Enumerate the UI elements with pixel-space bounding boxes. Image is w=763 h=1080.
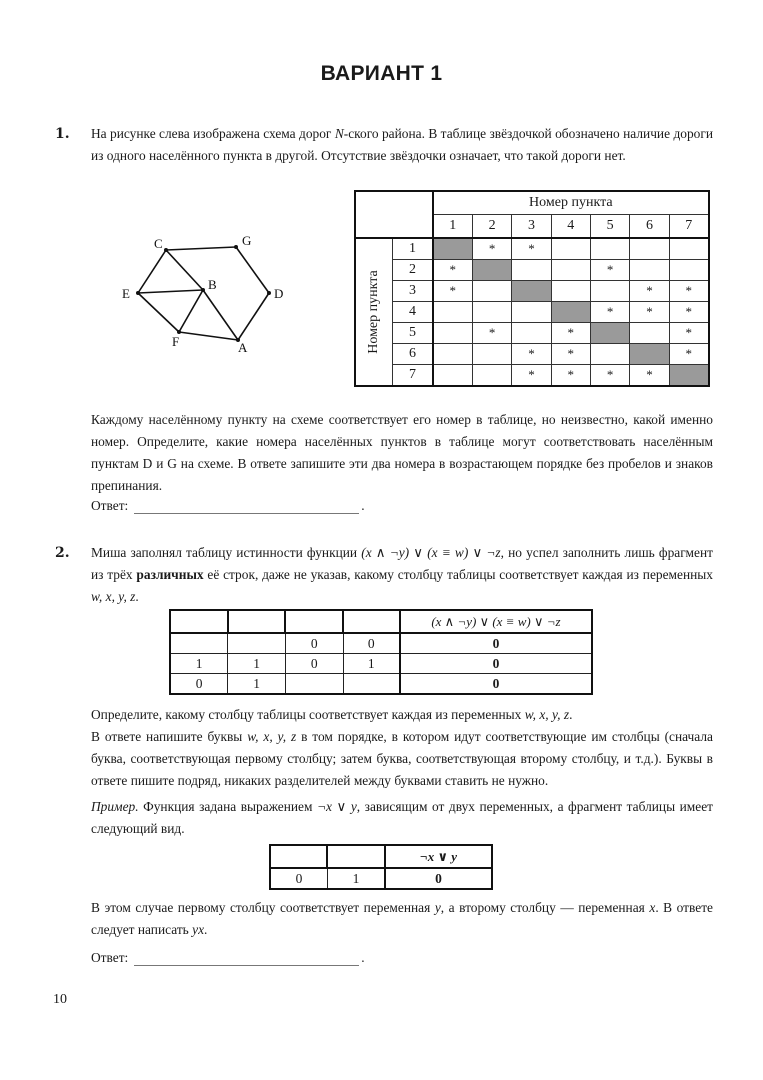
task-1-intro: На рисунке слева изображена схема дорог N-ского района. В таблице звёздочкой обозначено наличие дороги из одного населённого пункта в другой. Отсутствие звёздочки означает, что такой дороги нет. (91, 126, 714, 163)
variable-column-header (327, 845, 384, 868)
variable-column-header (285, 610, 343, 633)
table-cell (669, 238, 709, 260)
table-cell (472, 302, 511, 323)
table-cell: * (472, 323, 511, 344)
diagonal-cell (630, 344, 669, 365)
task-2-answer-field[interactable] (134, 951, 359, 966)
road-edge (236, 247, 269, 293)
diagonal-cell (551, 302, 590, 323)
node-d (267, 291, 271, 295)
row-header: 3 (393, 281, 433, 302)
table-cell: 0 (285, 633, 343, 654)
diagonal-cell (669, 365, 709, 387)
road-edge (238, 293, 269, 340)
table-cell (669, 260, 709, 281)
table-cell (512, 323, 551, 344)
table-cell: 1 (228, 654, 286, 674)
table-cell: * (590, 365, 629, 387)
table-cell (630, 260, 669, 281)
table-cell (551, 260, 590, 281)
table-cell (590, 344, 629, 365)
task-2-number: 2. (55, 545, 70, 561)
node-c (164, 248, 168, 252)
table-cell (551, 281, 590, 302)
diagonal-cell (433, 238, 473, 260)
function-formula: (x ∧ ¬y) ∨ (x ≡ w) ∨ ¬z (361, 545, 501, 560)
table-cell: * (512, 238, 551, 260)
table-cell (512, 260, 551, 281)
table-cell (512, 302, 551, 323)
table-cell: 0 (170, 674, 228, 695)
function-value: 0 (400, 674, 592, 695)
table-cell: * (590, 260, 629, 281)
corner-cell (355, 191, 433, 238)
table-cell: * (433, 281, 473, 302)
variable-column-header (170, 610, 228, 633)
node-g (234, 245, 238, 249)
table-cell (170, 633, 228, 654)
road-edge (179, 290, 203, 332)
task-1-answer: Ответ: . (91, 498, 365, 513)
table-cell (433, 302, 473, 323)
table-cell (285, 674, 343, 695)
example-table (269, 844, 493, 890)
row-header: 4 (393, 302, 433, 323)
table-cell (433, 365, 473, 387)
table-cell (590, 238, 629, 260)
node-label: B (208, 277, 217, 292)
table-cell: * (551, 323, 590, 344)
column-header: 3 (512, 215, 551, 239)
table-cell: 1 (343, 654, 400, 674)
diagonal-cell (472, 260, 511, 281)
table-cell: * (669, 344, 709, 365)
table-cell: * (551, 365, 590, 387)
table-cell: 1 (170, 654, 228, 674)
table-cell: * (512, 365, 551, 387)
column-header: 6 (630, 215, 669, 239)
table-cell (433, 323, 473, 344)
node-label: E (122, 286, 130, 301)
answer-label: Ответ: (91, 498, 129, 513)
road-edge (203, 290, 238, 340)
row-header: 5 (393, 323, 433, 344)
road-edge (179, 332, 238, 340)
task-2-example-explanation: В этом случае первому столбцу соответствует переменная y, а второму столбцу — переменная x. В ответе следует написать yx. (91, 900, 713, 937)
task-1-number: 1. (55, 126, 70, 142)
table-cell (551, 238, 590, 260)
row-header: 6 (393, 344, 433, 365)
task-2-intro: Миша заполнял таблицу истинности функции (x ∧ ¬y) ∨ (x ≡ w) ∨ ¬z, но успел заполнить лишь фрагмент из трёх различных её строк, даже не указав, какому столбцу таблицы соответствует каждая из переменных w, x, y, z. (91, 545, 713, 604)
table-cell (472, 344, 511, 365)
variable-column-header (228, 610, 286, 633)
table-cell: * (669, 281, 709, 302)
column-group-header: Номер пункта (433, 191, 709, 215)
truth-table (169, 609, 593, 695)
road-edge (166, 250, 203, 290)
table-cell: * (472, 238, 511, 260)
table-cell (472, 281, 511, 302)
task-1-answer-field[interactable] (134, 499, 359, 514)
table-cell: * (551, 344, 590, 365)
table-cell: 1 (327, 868, 384, 889)
function-value: 0 (400, 633, 592, 654)
function-value: 0 (385, 868, 492, 889)
variable-column-header (270, 845, 327, 868)
table-cell (472, 365, 511, 387)
table-cell: * (630, 302, 669, 323)
page-title: ВАРИАНТ 1 (320, 62, 443, 85)
row-header: 7 (393, 365, 433, 387)
table-cell (630, 323, 669, 344)
column-header: 7 (669, 215, 709, 239)
answer-label: Ответ: (91, 950, 129, 965)
adjacency-table (354, 190, 710, 387)
table-cell: 0 (343, 633, 400, 654)
table-cell: 0 (270, 868, 327, 889)
page-number: 10 (53, 992, 67, 1007)
node-label: G (242, 233, 252, 248)
road-edge (138, 290, 203, 293)
road-edge (166, 247, 236, 250)
row-header: 1 (393, 238, 433, 260)
node-e (136, 291, 140, 295)
table-cell: * (630, 365, 669, 387)
task-2-instructions: Определите, какому столбцу таблицы соответствует каждая из переменных w, x, y, z. В ответе напишите буквы w, x, y, z в том порядке, в котором идут соответствующие им столбцы (сначала буква, соответствующая первому столбцу; затем буква, соответствующая второму столбцу, и т.д.). Буквы в ответе пишите подряд, никаких разделителей между буквами ставить не нужно. Пример. Функция задана выражением ¬x ∨ y, зависящим от двух переменных, а фрагмент таблицы имеет следующий вид. (91, 707, 714, 836)
table-cell: * (433, 260, 473, 281)
table-cell: * (669, 302, 709, 323)
node-b (201, 288, 205, 292)
example-label: Пример. (91, 799, 139, 814)
task-2-answer: Ответ: . (91, 950, 365, 965)
table-cell (228, 633, 286, 654)
node-label: A (238, 340, 248, 355)
table-cell (590, 281, 629, 302)
column-header: 4 (551, 215, 590, 239)
road-edge (138, 250, 166, 293)
table-cell: 0 (285, 654, 343, 674)
function-value: 0 (400, 654, 592, 674)
diagonal-cell (590, 323, 629, 344)
column-header: 1 (433, 215, 473, 239)
diagonal-cell (512, 281, 551, 302)
table-cell: * (630, 281, 669, 302)
table-cell: * (669, 323, 709, 344)
column-header: 2 (472, 215, 511, 239)
node-label: F (172, 334, 180, 349)
table-cell: 1 (228, 674, 286, 695)
row-header: 2 (393, 260, 433, 281)
table-cell: * (512, 344, 551, 365)
function-header: (x ∧ ¬y) ∨ (x ≡ w) ∨ ¬z (400, 610, 592, 633)
variable-column-header (343, 610, 400, 633)
node-label: C (154, 236, 163, 251)
table-cell (343, 674, 400, 695)
table-cell (630, 238, 669, 260)
table-cell: * (590, 302, 629, 323)
road-edge (138, 293, 179, 332)
column-header: 5 (590, 215, 629, 239)
row-group-header: Номер пункта (355, 238, 393, 386)
task-1-question: Каждому населённому пункту на схеме соответствует его номер в таблице, но неизвестно, какой именно номер. Определите, какие номера населённых пунктов в таблице могут соответствовать населённым пунктам D и G на схеме. В ответе запишите эти два номера в возрастающем порядке без пробелов и знаков препинания. (91, 412, 713, 493)
function-header: ¬x ∨ y (385, 845, 492, 868)
node-label: D (274, 286, 284, 301)
table-cell (433, 344, 473, 365)
